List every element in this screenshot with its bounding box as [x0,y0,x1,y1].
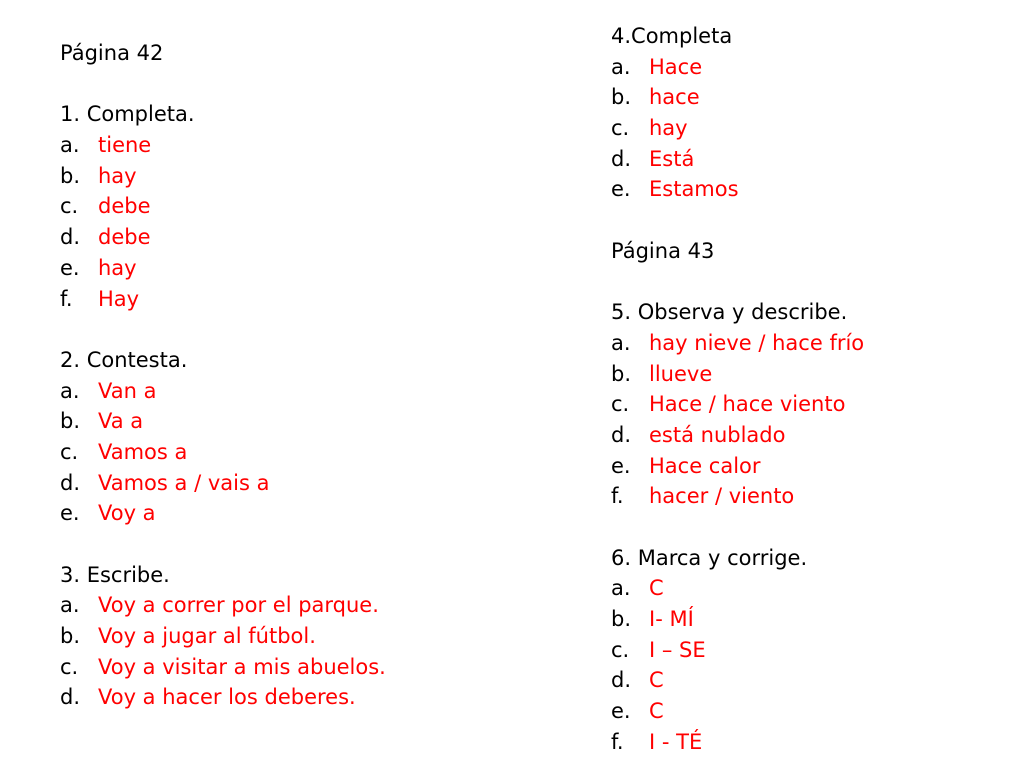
list-item [611,604,1011,635]
section-3 [60,560,500,713]
right-column [611,21,1011,758]
list-item [611,359,1011,390]
item-answer: Está [649,146,695,171]
list-item [60,191,500,222]
item-letter: b. [611,361,632,386]
list-item [611,328,1011,359]
item-letter: c. [60,194,79,219]
item-letter: e. [60,255,80,280]
section-title: 4.Completa [611,24,733,48]
item-answer: hay [649,116,688,141]
list-item [60,130,500,161]
spacer [611,267,1011,298]
item-letter: c. [60,439,79,464]
list-item [60,284,500,315]
item-answer: Estamos [649,177,739,202]
page-heading-42: Página 42 [60,41,164,65]
list-item [611,481,1011,512]
item-letter: b. [611,607,632,632]
list-item [611,696,1011,727]
item-answer: Voy a visitar a mis abuelos. [98,654,386,679]
item-letter: e. [611,453,631,478]
item-answer: Hace / hace viento [649,392,846,417]
list-item [611,52,1011,83]
item-answer: debe [98,194,151,219]
section-title: 3. Escribe. [60,562,170,587]
list-item [60,590,500,621]
item-answer: hacer / viento [649,484,795,509]
section-title: 5. Observa y describe. [611,300,848,325]
list-item [60,682,500,713]
list-item [611,635,1011,666]
item-letter: b. [60,624,81,649]
list-item [611,389,1011,420]
item-answer: Vamos a [98,439,188,464]
item-answer: Hace calor [649,453,761,478]
item-letter: e. [611,177,631,202]
item-answer: Van a [98,378,157,403]
list-item [60,621,500,652]
section-4 [611,21,1011,205]
list-item [60,253,500,284]
item-answer: está nublado [649,422,786,447]
item-letter: d. [60,470,81,495]
item-letter: f. [611,484,624,509]
item-letter: f. [60,286,73,311]
item-letter: a. [60,133,80,158]
section-title: 6. Marca y corrige. [611,545,808,570]
spacer [60,314,500,345]
item-letter: b. [611,85,632,110]
item-answer: C [649,668,664,693]
section-title: 1. Completa. [60,102,195,127]
section-1 [60,99,500,314]
item-answer: tiene [98,133,152,158]
item-answer: I- MÍ [649,607,694,632]
section-title: 2. Contesta. [60,347,188,372]
list-item [60,652,500,683]
item-letter: c. [611,392,630,417]
list-item [60,222,500,253]
item-answer: I – SE [649,637,706,662]
item-letter: c. [611,637,630,662]
item-letter: c. [60,654,79,679]
list-item [60,498,500,529]
item-answer: hay [98,163,137,188]
list-item [611,573,1011,604]
section-2 [60,345,500,529]
item-answer: Voy a jugar al fútbol. [98,624,316,649]
spacer [611,512,1011,543]
item-letter: d. [611,668,632,693]
item-answer: C [649,576,664,601]
spacer [611,205,1011,236]
list-item [611,174,1011,205]
item-letter: a. [611,330,631,355]
list-item [60,161,500,192]
item-letter: a. [60,593,80,618]
list-item [611,113,1011,144]
left-column [60,38,500,713]
list-item [611,451,1011,482]
list-item [60,437,500,468]
page-heading-43: Página 43 [611,238,715,263]
item-letter: a. [611,576,631,601]
item-answer: hay nieve / hace frío [649,330,865,355]
item-letter: b. [60,409,81,434]
list-item [611,727,1011,758]
section-5 [611,297,1011,512]
list-item [60,376,500,407]
item-letter: a. [611,54,631,79]
list-item [611,144,1011,175]
item-answer: hay [98,255,137,280]
spacer [60,69,500,100]
section-6 [611,543,1011,758]
item-answer: debe [98,225,151,250]
list-item [611,82,1011,113]
list-item [60,406,500,437]
item-answer: Vamos a / vais a [98,470,270,495]
item-letter: b. [60,163,81,188]
item-letter: f. [611,729,624,754]
item-letter: e. [611,699,631,724]
item-answer: Voy a hacer los deberes. [98,685,356,710]
item-answer: Hace [649,54,703,79]
item-answer: C [649,699,664,724]
item-letter: d. [60,685,81,710]
item-answer: Voy a [98,501,156,526]
list-item [611,420,1011,451]
item-letter: e. [60,501,80,526]
item-letter: d. [611,422,632,447]
item-letter: a. [60,378,80,403]
item-letter: d. [60,225,81,250]
item-answer: llueve [649,361,713,386]
item-answer: hace [649,85,700,110]
item-letter: c. [611,116,630,141]
item-answer: Hay [98,286,140,311]
item-letter: d. [611,146,632,171]
list-item [60,468,500,499]
item-answer: I - TÉ [649,729,703,754]
list-item [611,665,1011,696]
item-answer: Va a [98,409,144,434]
item-answer: Voy a correr por el parque. [98,593,379,618]
spacer [60,529,500,560]
